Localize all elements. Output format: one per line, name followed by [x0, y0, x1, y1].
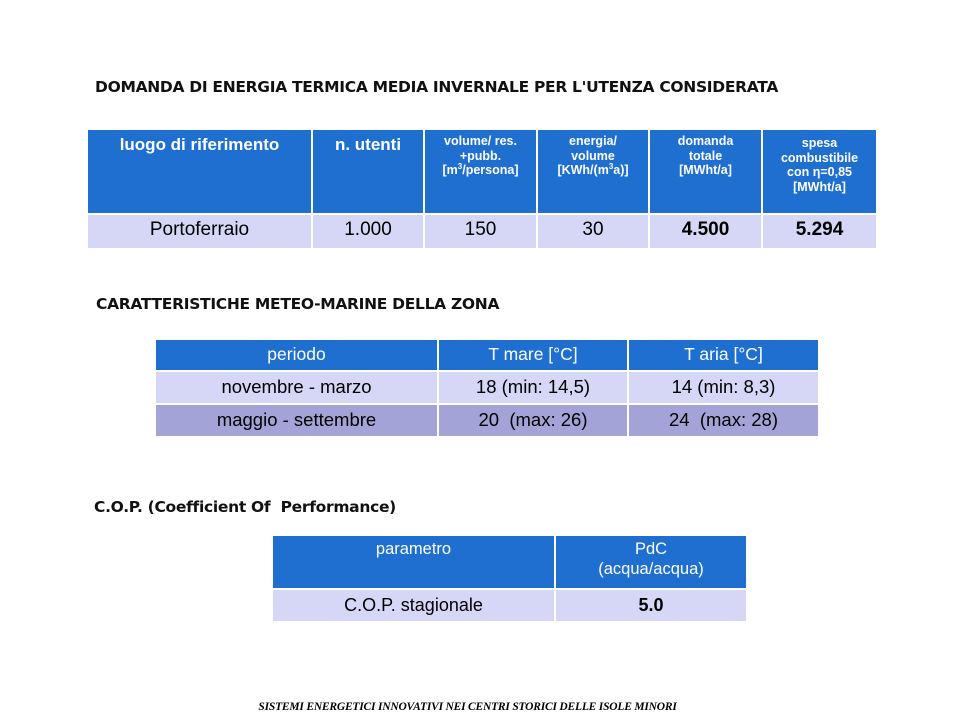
cell-t-aria: 14 (min: 8,3)	[628, 371, 819, 404]
header-domanda-unit: [MWht/a]	[679, 163, 732, 177]
weather-table	[154, 338, 820, 438]
footer-title: SISTEMI ENERGETICI INNOVATIVI NEI CENTRI STORICI DELLE ISOLE MINORI	[258, 701, 677, 713]
header-t-aria: T aria [°C]	[628, 339, 819, 371]
header-domanda	[649, 129, 762, 214]
header-energia	[537, 129, 649, 214]
header-pdc-line1: PdC	[634, 540, 668, 558]
cell-parametro: C.O.P. stagionale	[272, 589, 555, 622]
header-spesa-line2: combustibile	[780, 150, 859, 165]
header-volume-unit: $[m^3/persona]$	[442, 161, 519, 177]
cell-periodo: novembre - marzo	[155, 371, 438, 404]
cop-heading: C.O.P. (Coefficient Of Performance)	[94, 498, 396, 516]
header-energia-unit: $[KWh/(m^3a)]$	[557, 161, 629, 177]
header-volume	[424, 129, 537, 214]
cell-periodo: maggio - settembre	[155, 404, 438, 437]
cell-utenti: 1.000	[312, 214, 424, 249]
table-row	[272, 589, 747, 622]
header-utenti: n. utenti	[312, 129, 424, 214]
cell-energia: 30	[537, 214, 649, 249]
cell-t-aria: 24 (max: 28)	[628, 404, 819, 437]
table-row	[155, 371, 819, 404]
header-pdc	[555, 535, 747, 589]
energy-demand-heading: DOMANDA DI ENERGIA TERMICA MEDIA INVERNALE PER L'UTENZA CONSIDERATA	[95, 78, 779, 96]
cell-domanda: 4.500	[649, 214, 762, 249]
table-header-row	[87, 129, 877, 214]
header-volume-line1: volume/ res.	[444, 134, 517, 148]
weather-heading: CARATTERISTICHE METEO-MARINE DELLA ZONA	[96, 295, 500, 313]
cell-spesa: 5.294	[762, 214, 877, 249]
table-header-row	[155, 339, 819, 371]
cell-t-mare: 20 (max: 26)	[438, 404, 628, 437]
cell-t-mare: 18 (min: 14,5)	[438, 371, 628, 404]
header-energia-line1: energia/	[569, 134, 617, 148]
header-spesa-line1: spesa	[801, 136, 838, 150]
energy-demand-table	[86, 128, 878, 250]
header-spesa	[762, 129, 877, 214]
cell-luogo: Portoferraio	[87, 214, 312, 249]
header-energia-line2: volume	[571, 148, 615, 163]
table-header-row	[272, 535, 747, 589]
header-periodo: periodo	[155, 339, 438, 371]
header-pdc-line2: (acqua/acqua)	[598, 560, 704, 578]
header-parametro: parametro	[272, 535, 555, 589]
table-row	[87, 214, 877, 249]
header-t-mare: T mare [°C]	[438, 339, 628, 371]
cell-volume: 150	[424, 214, 537, 249]
header-spesa-line3: con η=0,85	[787, 165, 852, 179]
header-volume-line2: +pubb.	[459, 148, 502, 163]
header-domanda-line1: domanda	[677, 134, 734, 148]
cell-cop-value: 5.0	[555, 589, 747, 622]
header-luogo: luogo di riferimento	[87, 129, 312, 214]
header-domanda-line2: totale	[688, 148, 723, 163]
header-spesa-unit: [MWht/a]	[793, 179, 846, 194]
cop-table	[271, 534, 748, 623]
table-row	[155, 404, 819, 437]
